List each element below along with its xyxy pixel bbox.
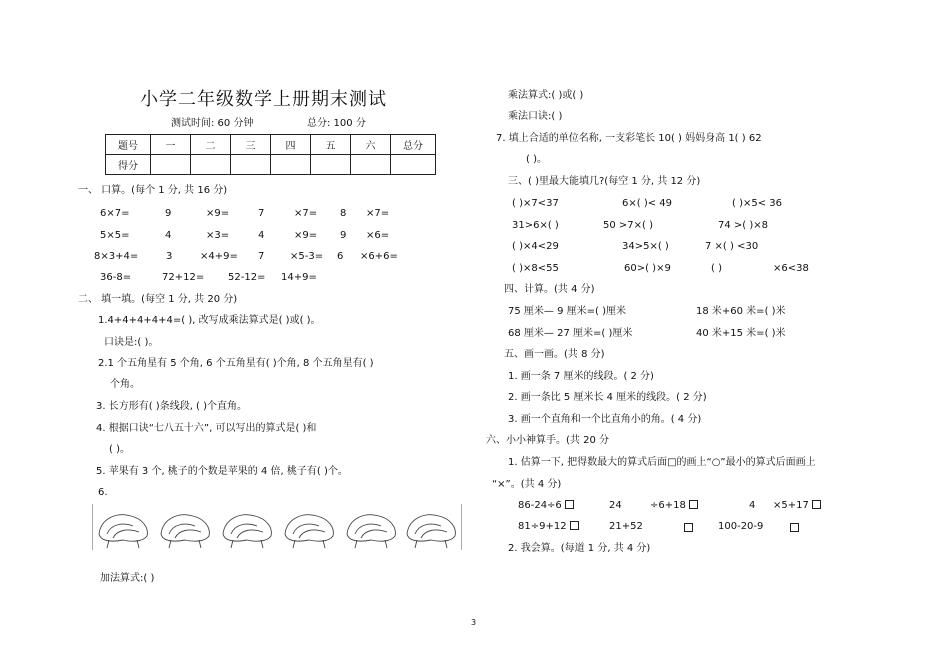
estimate-item xyxy=(518,500,574,512)
score-table xyxy=(105,134,436,175)
score-cell[interactable] xyxy=(391,155,436,175)
mental-math-item: ×9= xyxy=(294,230,318,241)
fill-in-item: 50 >7×( ) xyxy=(603,220,654,231)
mental-math-item: 72+12= xyxy=(162,272,205,283)
estimate-expression: 24 xyxy=(609,500,622,511)
score-table-header-row xyxy=(106,135,436,155)
fill-in-item: ( )×4<29 xyxy=(512,241,559,252)
score-cell[interactable] xyxy=(351,155,391,175)
figure-icon xyxy=(99,515,147,548)
answer-box[interactable] xyxy=(790,523,799,532)
mental-math-item: ×6= xyxy=(366,230,390,241)
exam-total-score: 总分: 100 分 xyxy=(307,118,366,129)
score-cell[interactable] xyxy=(151,155,191,175)
fill-in-item: 31>6×( ) xyxy=(512,220,559,231)
figure-icon xyxy=(223,515,271,548)
mental-math-item: 52-12= xyxy=(228,272,266,283)
mental-math-item: 14+9= xyxy=(281,272,317,283)
mental-math-item: 3 xyxy=(166,251,173,262)
answer-box[interactable] xyxy=(689,500,698,509)
estimate-item xyxy=(718,521,763,533)
question-text: ( )。 xyxy=(109,444,130,455)
page-title: 小学二年级数学上册期末测试 xyxy=(140,89,387,110)
calc-item: 68 厘米— 27 厘米=( )厘米 xyxy=(508,328,633,339)
score-table-header-cell: 三 xyxy=(231,135,271,155)
mental-math-item: 8×3+4= xyxy=(94,251,139,262)
page-number: 3 xyxy=(471,618,477,627)
score-table-header-cell: 四 xyxy=(271,135,311,155)
multiplication-koujue-line: 乘法口诀:( ) xyxy=(508,111,563,122)
fill-in-item: 7 ×( ) <30 xyxy=(705,241,759,252)
section-4-title: 四、计算。(共 4 分) xyxy=(504,284,595,295)
mental-math-item: 6×7= xyxy=(100,208,130,219)
question-text: 5. 苹果有 3 个, 桃子的个数是苹果的 4 倍, 桃子有( )个。 xyxy=(96,466,348,477)
score-table-header-cell: 二 xyxy=(191,135,231,155)
section-6-title: 六、小小神算手。(共 20 分 xyxy=(486,435,609,446)
score-table-header-cell: 五 xyxy=(311,135,351,155)
drawing-task: 3. 画一个直角和一个比直角小的角。( 4 分) xyxy=(508,414,702,425)
mental-math-item: ×4+9= xyxy=(200,251,238,262)
score-table-header-cell: 六 xyxy=(351,135,391,155)
estimate-expression: ×5+17 xyxy=(773,500,809,511)
mental-math-item: ×9= xyxy=(206,208,230,219)
mental-math-item: ×7= xyxy=(294,208,318,219)
question-text: 2. 我会算。(每道 1 分, 共 4 分) xyxy=(508,543,651,554)
mental-math-item: 6 xyxy=(337,251,344,262)
mental-math-item: 9 xyxy=(165,208,172,219)
fill-in-item: ( )×8<55 xyxy=(512,263,559,274)
mental-math-item: 9 xyxy=(340,230,347,241)
estimate-expression: 81÷9+12 xyxy=(518,521,567,532)
estimate-expression: 21+52 xyxy=(609,521,643,532)
fill-in-item: 74 >( )×8 xyxy=(718,220,769,231)
section-1-title: 一、 口算。(每个 1 分, 共 16 分) xyxy=(78,185,228,196)
fill-in-item: 6×( )< 49 xyxy=(622,198,673,209)
section-3-title: 三、( )里最大能填几?(每空 1 分, 共 12 分) xyxy=(508,176,701,187)
mental-math-item: ×6+6= xyxy=(360,251,398,262)
answer-box[interactable] xyxy=(565,500,574,509)
fill-in-item: 34>5×( ) xyxy=(622,241,669,252)
decorative-figures-image xyxy=(93,504,461,550)
estimate-expression: 4 xyxy=(749,500,756,511)
answer-box[interactable] xyxy=(684,523,693,532)
question-text: ( )。 xyxy=(526,154,547,165)
question-text: 2.1 个五角星有 5 个角, 6 个五角星有( )个角, 8 个五角星有( ) xyxy=(98,358,374,369)
estimate-expression: ÷6+18 xyxy=(650,500,686,511)
estimate-item xyxy=(518,521,579,533)
question-text: 口诀是:( )。 xyxy=(104,337,159,348)
question-text: 7. 填上合适的单位名称, 一支彩笔长 10( ) 妈妈身高 1( ) 62 xyxy=(496,133,762,144)
drawing-task: 1. 画一条 7 厘米的线段。( 2 分) xyxy=(508,371,654,382)
question-text: 个角。 xyxy=(110,379,140,390)
illustration-strip xyxy=(92,504,462,550)
mental-math-item: ×7= xyxy=(366,208,390,219)
question-text: 1.4+4+4+4+4=( ), 改写成乘法算式是( )或( )。 xyxy=(98,315,321,326)
score-table-header-cell: 题号 xyxy=(106,135,151,155)
mental-math-item: ×5-3= xyxy=(290,251,324,262)
figure-icon xyxy=(161,515,209,548)
score-table-score-row xyxy=(106,155,436,175)
mental-math-item: 4 xyxy=(258,230,265,241)
question-text: “×”。(共 4 分) xyxy=(492,479,562,490)
calc-item: 18 米+60 米=( )米 xyxy=(696,306,786,317)
mental-math-item: 4 xyxy=(165,230,172,241)
drawing-task: 2. 画一条比 5 厘米长 4 厘米的线段。( 2 分) xyxy=(508,392,707,403)
exam-time: 测试时间: 60 分钟 xyxy=(171,118,254,129)
score-cell[interactable] xyxy=(191,155,231,175)
score-table-header-cell: 总分 xyxy=(391,135,436,155)
score-table-header-cell: 一 xyxy=(151,135,191,155)
score-cell[interactable] xyxy=(271,155,311,175)
mental-math-item: 7 xyxy=(258,208,265,219)
figure-icon xyxy=(407,515,455,548)
mental-math-item: 7 xyxy=(258,251,265,262)
estimate-expression: 100-20-9 xyxy=(718,521,764,532)
score-cell[interactable] xyxy=(311,155,351,175)
score-cell[interactable] xyxy=(231,155,271,175)
question-text: 6. xyxy=(98,487,108,498)
mental-math-item: 36-8= xyxy=(100,272,132,283)
section-2-title: 二、 填一填。(每空 1 分, 共 20 分) xyxy=(78,294,238,305)
answer-box[interactable] xyxy=(812,500,821,509)
mental-math-item: 5×5= xyxy=(100,230,130,241)
mental-math-item: ×3= xyxy=(206,230,230,241)
estimate-item xyxy=(773,500,821,512)
question-text: 4. 根据口诀“七八五十六”, 可以写出的算式是( )和 xyxy=(96,423,317,434)
question-text: 1. 估算一下, 把得数最大的算式后面□的画上“○”最小的算式后面画上 xyxy=(508,457,816,468)
estimate-item xyxy=(650,500,698,512)
addition-formula-line: 加法算式:( ) xyxy=(100,573,155,584)
estimate-expression: 86-24÷6 xyxy=(518,500,562,511)
multiplication-formula-line: 乘法算式:( )或( ) xyxy=(508,90,584,101)
answer-box[interactable] xyxy=(570,521,579,530)
fill-in-item: ( ) xyxy=(711,263,722,274)
calc-item: 40 米+15 米=( )米 xyxy=(696,328,786,339)
figure-icon xyxy=(285,515,333,548)
mental-math-item: 8 xyxy=(340,208,347,219)
fill-in-item: ×6<38 xyxy=(773,263,809,274)
fill-in-item: 60>( )×9 xyxy=(624,263,671,274)
calc-item: 75 厘米— 9 厘米=( )厘米 xyxy=(508,306,626,317)
figure-icon xyxy=(347,515,395,548)
score-table-row-label: 得分 xyxy=(106,155,151,175)
section-5-title: 五、画一画。(共 8 分) xyxy=(504,349,605,360)
question-text: 3. 长方形有( )条线段, ( )个直角。 xyxy=(96,401,248,412)
fill-in-item: ( )×7<37 xyxy=(512,198,559,209)
fill-in-item: ( )×5< 36 xyxy=(732,198,783,209)
